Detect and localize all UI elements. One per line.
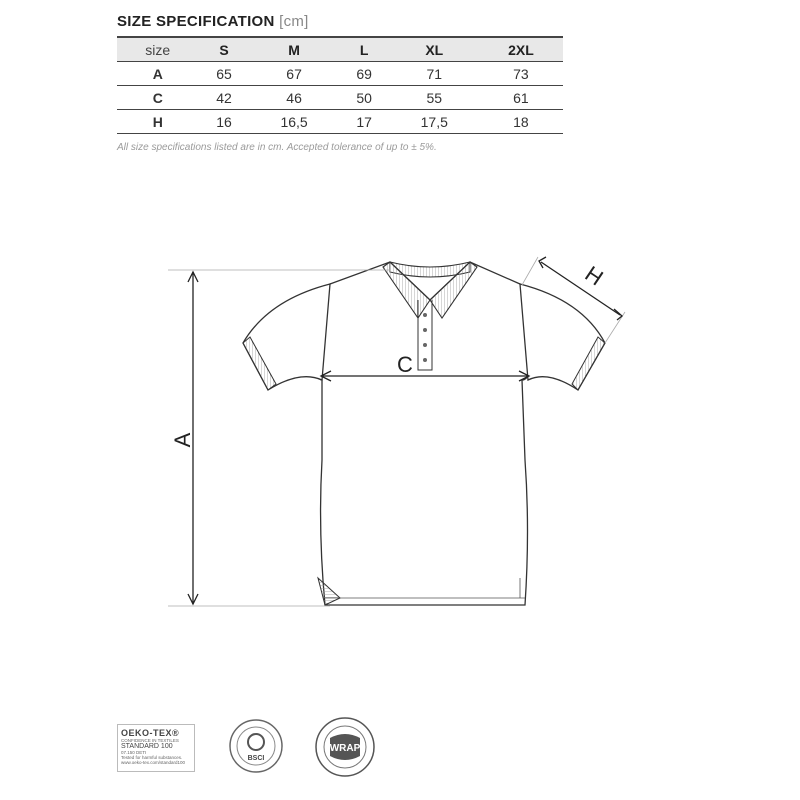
table-cell: 67 — [286, 65, 302, 82]
oeko-code: 07.150 DETI — [121, 750, 147, 755]
table-cell: 71 — [426, 65, 443, 82]
table-cell: 16,5 — [280, 113, 308, 130]
table-cell: 18 — [513, 113, 529, 130]
oeko-sub: CONFIDENCE IN TEXTILES — [121, 738, 179, 743]
size-table — [117, 36, 563, 134]
label-h: H — [580, 260, 608, 291]
shirt-diagram — [160, 240, 640, 620]
column-header: 2XL — [508, 41, 534, 58]
oeko-note2: www.oeko-tex.com/standard100 — [121, 760, 186, 765]
oeko-tex-logo — [117, 724, 195, 772]
row-label: H — [152, 113, 163, 130]
table-row — [117, 62, 563, 86]
row-label: C — [152, 89, 163, 106]
bsci-text: BSCI — [247, 755, 265, 762]
bsci-logo — [228, 718, 284, 774]
table-cell: 50 — [356, 89, 372, 106]
column-header: S — [219, 41, 229, 58]
table-cell: 46 — [286, 89, 302, 106]
column-header: size — [145, 41, 171, 58]
wrap-logo — [314, 716, 376, 778]
label-a: A — [170, 432, 195, 448]
row-label: A — [152, 65, 163, 82]
table-cell: 65 — [216, 65, 232, 82]
tolerance-note: All size specifications listed are in cm. Accepted tolerance of up to ± 5%. — [117, 142, 437, 153]
column-header: M — [288, 41, 300, 58]
wrap-text: WRAP — [329, 743, 361, 754]
table-cell: 17,5 — [420, 113, 448, 130]
label-c: C — [397, 352, 413, 377]
table-cell: 69 — [356, 65, 372, 82]
oeko-note1: Tested for harmful substances. — [121, 755, 183, 760]
table-row — [117, 110, 563, 134]
oeko-brand: OEKO-TEX® — [121, 728, 180, 738]
table-row — [117, 86, 563, 110]
button-icon — [423, 343, 427, 347]
table-cell: 55 — [426, 89, 443, 106]
table-cell: 61 — [513, 89, 529, 106]
column-header: XL — [425, 41, 444, 58]
column-header: L — [359, 41, 369, 58]
button-icon — [423, 313, 427, 317]
title-unit: [cm] — [279, 13, 309, 30]
button-icon — [423, 328, 427, 332]
button-icon — [423, 358, 427, 362]
table-cell: 17 — [356, 113, 372, 130]
oeko-standard: STANDARD 100 — [121, 743, 173, 750]
title-text: SIZE SPECIFICATION — [117, 13, 275, 30]
page-title — [117, 13, 309, 30]
table-cell: 42 — [216, 89, 232, 106]
table-cell: 73 — [513, 65, 529, 82]
right-sleeve — [520, 284, 605, 390]
table-cell: 16 — [216, 113, 232, 130]
table-header-row — [117, 37, 563, 62]
left-sleeve — [243, 284, 330, 390]
